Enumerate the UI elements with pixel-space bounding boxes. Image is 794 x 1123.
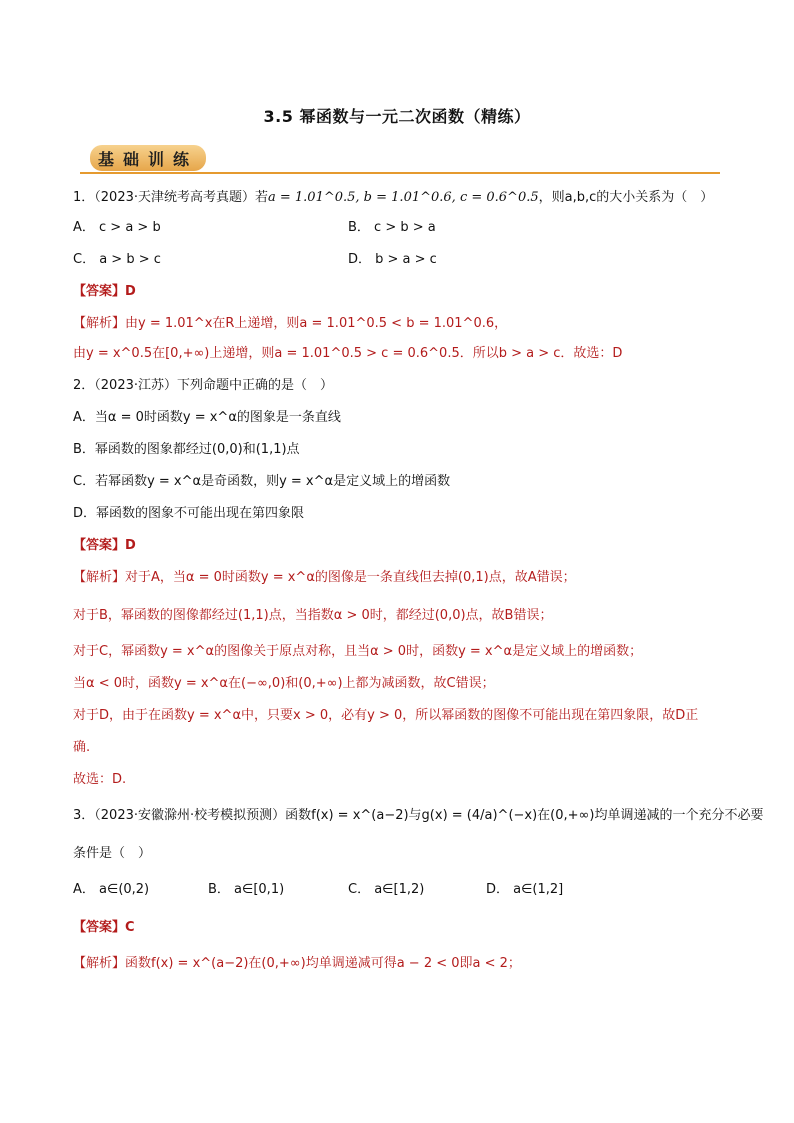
banner-text: 基础训练 <box>98 149 199 169</box>
q1-analysis-line-1: 【解析】由y = 1.01^x在R上递增，则a = 1.01^0.5 < b = 1.01^0.6， <box>73 316 508 331</box>
q2-option-d: D．幂函数的图象不可能出现在第四象限 <box>73 506 305 521</box>
q1-analysis-line-2: 由y = x^0.5在[0,+∞)上递增，则a = 1.01^0.5 > c = 0.6^0.5．所以b > a > c．故选：D <box>73 346 623 361</box>
q1-stem-suffix: ，则a,b,c的大小关系为（ ） <box>538 190 714 205</box>
q2-analysis-line-5: 对于D，由于在函数y = x^α中，只要x > 0，必有y > 0，所以幂函数的图像不可能出现在第四象限，故D正 <box>73 708 699 723</box>
section-banner <box>80 142 720 174</box>
q3-stem-line-2: 条件是（ ） <box>73 846 152 861</box>
q1-option-c: C． a > b > c <box>73 252 161 267</box>
q3-option-d: D． a∈(1,2] <box>486 882 564 897</box>
q1-stem-math: a = 1.01^0.5, b = 1.01^0.6, c = 0.6^0.5 <box>268 190 539 205</box>
q3-option-a: A． a∈(0,2) <box>73 882 150 897</box>
q3-option-b: B． a∈[0,1) <box>208 882 285 897</box>
q2-option-a: A．当α = 0时函数y = x^α的图象是一条直线 <box>73 410 341 425</box>
banner-underline <box>80 172 720 174</box>
page-title: 3.5 幂函数与一元二次函数（精练） <box>263 107 531 126</box>
q2-option-b: B．幂函数的图象都经过(0,0)和(1,1)点 <box>73 442 300 457</box>
q1-answer: 【答案】D <box>73 284 136 299</box>
q2-analysis-line-1: 【解析】对于A，当α = 0时函数y = x^α的图像是一条直线但去掉(0,1)点，故A错误； <box>73 570 576 585</box>
q1-stem <box>73 188 713 208</box>
q1-option-b: B． c > b > a <box>348 220 436 235</box>
q3-option-c: C． a∈[1,2) <box>348 882 425 897</box>
q2-analysis-line-6: 确. <box>73 740 91 755</box>
q3-answer: 【答案】C <box>73 920 135 935</box>
q1-option-a: A． c > a > b <box>73 220 161 235</box>
q2-answer: 【答案】D <box>73 538 136 553</box>
q2-option-c: C．若幂函数y = x^α是奇函数，则y = x^α是定义域上的增函数 <box>73 474 451 489</box>
q2-analysis-line-2: 对于B，幂函数的图像都经过(1,1)点，当指数α > 0时，都经过(0,0)点，故B错误； <box>73 608 553 623</box>
q2-analysis-line-7: 故选：D. <box>73 772 127 787</box>
q2-analysis-line-3: 对于C，幂函数y = x^α的图像关于原点对称，且当α > 0时，函数y = x^α是定义域上的增函数； <box>73 644 643 659</box>
q1-option-d: D． b > a > c <box>348 252 437 267</box>
q1-stem-prefix: 1．（2023·天津统考高考真题）若 <box>73 190 268 205</box>
q2-stem: 2．（2023·江苏）下列命题中正确的是（ ） <box>73 378 333 393</box>
banner-badge <box>90 145 206 171</box>
q3-stem-line-1: 3．（2023·安徽滁州·校考模拟预测）函数f(x) = x^(a−2)与g(x) = (4/a)^(−x)在(0,+∞)均单调递减的一个充分不必要 <box>73 808 764 823</box>
q3-analysis-line-1: 【解析】函数f(x) = x^(a−2)在(0,+∞)均单调递减可得a − 2 < 0即a < 2； <box>73 956 521 971</box>
q2-analysis-line-4: 当α < 0时，函数y = x^α在(−∞,0)和(0,+∞)上都为减函数，故C错误； <box>73 676 495 691</box>
